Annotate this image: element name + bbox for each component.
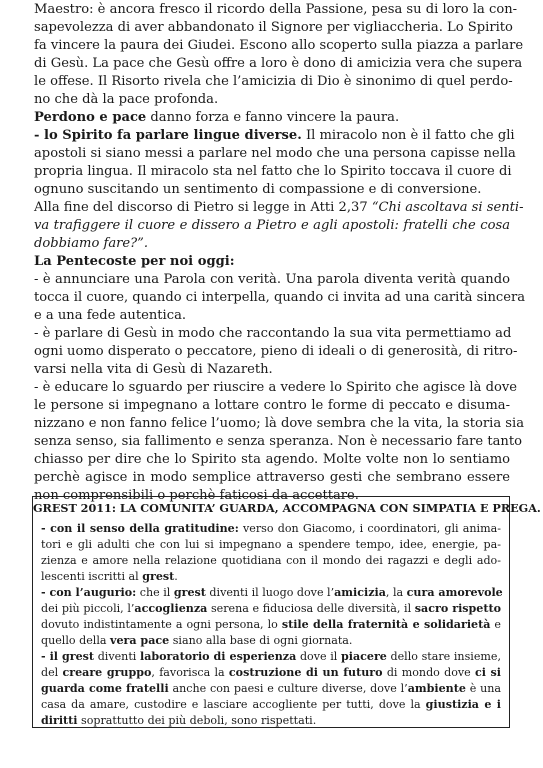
text-run: nizzano e non fanno felice l’uomo; là dove sembra che la vita, la storia sia	[34, 416, 525, 431]
box-text-line	[41, 538, 501, 552]
text-run: è una	[465, 682, 502, 695]
box-text-line	[41, 714, 316, 728]
text-run: - è annunciare una Parola con verità. Una parola diventa verità quando	[34, 272, 510, 287]
text-run: propria lingua. Il miracolo sta nel fatto che lo Spirito toccava il cuore di	[34, 164, 512, 179]
box-text-line	[41, 682, 501, 696]
text-run: soprattutto dei più deboli, sono rispettati.	[77, 714, 317, 727]
text-line	[34, 182, 481, 197]
text-run: , favorisca la	[151, 666, 229, 679]
bold-text: laboratorio di esperienza	[139, 650, 297, 663]
text-run: verso don Giacomo, i coordinatori, gli anima-	[238, 522, 501, 535]
text-run: no che dà la pace profonda.	[34, 92, 219, 107]
text-line	[34, 470, 510, 485]
text-run: zienza e amore nella relazione quotidiana con il mondo dei ragazzi e degli ado-	[41, 554, 501, 567]
bold-text: ambiente	[407, 682, 466, 695]
text-line	[34, 56, 523, 71]
grest-box	[32, 496, 541, 728]
italic-text: dobbiamo fare?”.	[34, 236, 149, 251]
text-line	[34, 164, 510, 179]
box-text-line	[41, 570, 178, 584]
section-heading	[34, 254, 235, 269]
italic-text: “Chi ascoltava si senti-	[371, 200, 524, 215]
text-line	[34, 380, 517, 395]
quote-line	[34, 236, 148, 251]
text-run: dello stare insieme,	[386, 650, 501, 663]
text-run: diventi il luogo dove l’	[205, 586, 335, 599]
text-run: senza senso, sia fallimento e senza speranza. Non è necessario fare tanto	[34, 434, 522, 449]
text-line	[34, 2, 518, 17]
text-run: le persone si impegnano a lottare contro le forme di peccato e disuma-	[34, 398, 510, 413]
text-run: chiasso per dire che lo Spirito sta agendo. Molte volte non lo sentiamo	[34, 452, 510, 467]
text-line	[34, 452, 510, 467]
text-run: ogni uomo disperato o peccatore, pieno di ideali o di generosità, di ritro-	[34, 344, 518, 359]
box-text-line	[41, 522, 501, 536]
bold-text: - il grest	[41, 650, 95, 663]
bold-text: cura amorevole	[406, 586, 503, 599]
text-run: , la	[385, 586, 407, 599]
text-run: diventi	[94, 650, 140, 663]
bold-text: La Pentecoste per noi oggi:	[34, 254, 235, 269]
text-run: di Gesù. La pace che Gesù offre a loro è dono di amicizia vera che supera	[34, 56, 523, 71]
text-line	[34, 20, 513, 35]
text-run: perchè agisce in modo semplice attraverso gesti che sembrano essere	[34, 470, 510, 485]
text-run: Il miracolo non è il fatto che gli	[301, 128, 515, 143]
text-run: lescenti iscritti al	[41, 570, 143, 583]
bold-text: vera pace	[110, 634, 170, 647]
text-run: anche con paesi e culture diverse, dove l’	[168, 682, 408, 695]
bold-text: - lo Spirito fa parlare lingue diverse.	[34, 128, 302, 143]
bold-text: accoglienza	[134, 602, 208, 615]
text-run: varsi nella vita di Gesù di Nazareth.	[34, 362, 273, 377]
text-line	[34, 92, 218, 107]
text-line	[34, 146, 516, 161]
quote-line	[34, 218, 510, 233]
text-line	[34, 362, 273, 377]
text-line	[34, 398, 510, 413]
text-run: - è parlare di Gesù in modo che raccontando la sua vita permettiamo ad	[34, 326, 512, 341]
text-run: le offese. Il Risorto rivela che l’amicizia di Dio è sinonimo di quel perdo-	[34, 74, 513, 89]
bold-text: costruzione di un futuro	[228, 666, 383, 679]
text-line	[34, 344, 518, 359]
bold-text: - con il senso della gratitudine:	[41, 522, 239, 535]
bold-text: creare gruppo	[62, 666, 152, 679]
text-run: tori e gli adulti che con lui si impegnano a spendere tempo, idee, energie, pa-	[41, 538, 501, 551]
text-line	[34, 74, 513, 89]
section-heading	[34, 110, 399, 125]
text-run: di mondo dove	[382, 666, 475, 679]
text-line	[34, 200, 524, 215]
text-run: tocca il cuore, quando ci interpella, quando ci invita ad una carità sincera	[34, 290, 526, 305]
bold-text: amicizia	[334, 586, 386, 599]
text-line	[34, 326, 510, 341]
text-run: quello della	[41, 634, 111, 647]
text-line	[34, 38, 524, 53]
text-run: serena e fiduciosa delle diversità, il	[207, 602, 415, 615]
text-run: dovuto indistintamente a ogni persona, lo	[41, 618, 282, 631]
box-text-line	[41, 650, 501, 664]
box-text-line	[41, 554, 501, 568]
text-run: fa vincere la paura dei Giudei. Escono allo scoperto sulla piazza a parlare	[34, 38, 524, 53]
text-line	[34, 128, 515, 143]
bold-text: Perdono e pace	[34, 110, 147, 125]
bold-text: diritti	[41, 714, 78, 727]
text-line	[34, 434, 522, 449]
text-run: non comprensibili o perchè faticosi da accettare.	[34, 488, 359, 503]
text-run: - è educare lo sguardo per riuscire a vedere lo Spirito che agisce là dove	[34, 380, 517, 395]
bold-text: grest	[142, 570, 175, 583]
box-text-line	[41, 618, 501, 632]
italic-text: va trafiggere il cuore e dissero a Pietro e agli apostoli: fratelli che cosa	[34, 218, 510, 233]
text-run: che il	[136, 586, 174, 599]
bold-text: piacere	[340, 650, 387, 663]
text-run: Maestro: è ancora fresco il ricordo della Passione, pesa su di loro la con-	[34, 2, 518, 17]
text-run: apostoli si siano messi a parlare nel modo che una persona capisse nella	[34, 146, 516, 161]
bold-text: giustizia e i	[425, 698, 501, 711]
text-run: e	[490, 618, 501, 631]
text-run: ognuno suscitando un sentimento di compassione e di conversione.	[34, 182, 482, 197]
bold-text: sacro rispetto	[414, 602, 501, 615]
box-text-line	[41, 602, 501, 616]
box-text-line	[41, 586, 501, 600]
text-run: e a una fede autentica.	[34, 308, 187, 323]
box-text-line	[41, 634, 352, 648]
text-run: casa da amare, custodire e lasciare accogliente per tutti, dove la	[41, 698, 426, 711]
grest-box-title: GREST 2011: LA COMUNITA’ GUARDA, ACCOMPAGNA CON SIMPATIA E PREGA.	[33, 501, 541, 515]
text-run: dove il	[296, 650, 341, 663]
text-run: dei più piccoli, l’	[41, 602, 135, 615]
box-text-line	[41, 666, 501, 680]
bold-text: - con l’augurio:	[41, 586, 137, 599]
text-run: danno forza e fanno vincere la paura.	[146, 110, 400, 125]
bold-text: grest	[173, 586, 206, 599]
text-run: del	[41, 666, 63, 679]
text-line	[34, 290, 526, 305]
text-line	[34, 308, 186, 323]
text-line	[34, 416, 525, 431]
box-text-line	[41, 698, 501, 712]
text-run: siano alla base di ogni giornata.	[169, 634, 353, 647]
text-run: Alla fine del discorso di Pietro si legge in Atti 2,37	[34, 200, 372, 215]
bold-text: ci si	[474, 666, 502, 679]
text-line	[34, 272, 510, 287]
bold-text: stile della fraternità e solidarietà	[281, 618, 491, 631]
bold-text: guarda come fratelli	[41, 682, 169, 695]
text-run: sapevolezza di aver abbandonato il Signore per vigliaccheria. Lo Spirito	[34, 20, 513, 35]
text-run: .	[174, 570, 178, 583]
